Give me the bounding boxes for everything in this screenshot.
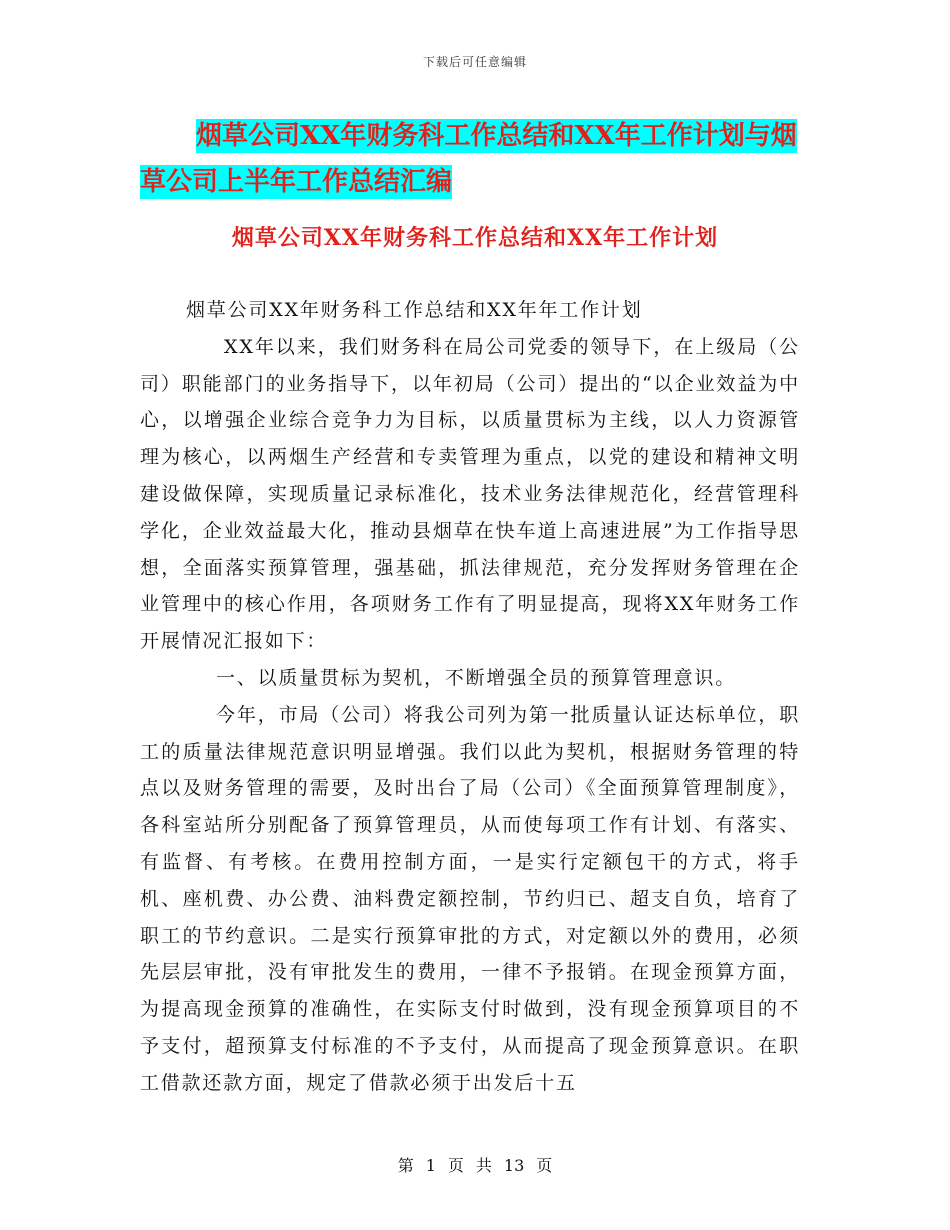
total-pages: 13 — [503, 1156, 525, 1175]
document-title — [140, 113, 840, 205]
footer-label-page: 第 — [397, 1156, 414, 1175]
title-line-2: 草公司上半年工作总结汇编 — [140, 167, 453, 197]
page-footer — [0, 1153, 950, 1176]
header-note: 下载后可任意编辑 — [422, 55, 527, 69]
footer-label-ye-2: 页 — [536, 1156, 553, 1175]
title-line-1: 烟草公司XX年财务科工作总结和XX年工作计划与烟 — [196, 121, 797, 151]
paragraph-section-heading: 一、以质量贯标为契机，不断增强全员的预算管理意识。 — [216, 666, 737, 689]
paragraph-intro: XX年以来，我们财务科在局公司党委的领导下，在上级局（公司）职能部门的业务指导下，以年初局（公司）提出的“以企业效益为中心，以增强企业综合竞争力为目标，以质量贯标为主线，以人力资源管理为核心，以两烟生产经营和专卖管理为重点，以党的建设和精神文明建设做保障，实现质量记录标准化，技术业务法律规范化，经营管理科学化，企业效益最大化，推动县烟草在快车道上高速进展”为工作指导思想，全面落实预算管理，强基础，抓法律规范，充分发挥财务管理在企业管理中的核心作用，各项财务工作有了明显提高，现将XX年财务工作开展情况汇报如下： — [140, 335, 800, 653]
paragraph-heading: 烟草公司XX年财务科工作总结和XX年年工作计划 — [186, 299, 643, 321]
footer-label-total: 共 — [475, 1156, 492, 1175]
document-body — [140, 292, 800, 1102]
paragraph-content: 今年，市局（公司）将我公司列为第一批质量认证达标单位，职工的质量法律规范意识明显增强。我们以此为契机，根据财务管理的特点以及财务管理的需要，及时出台了局（公司）《全面预算管理制度》，各科室站所分别配备了预算管理员，从而使每项工作有计划、有落实、有监督、有考核。在费用控制方面，一是实行定额包干的方式，将手机、座机费、办公费、油料费定额控制，节约归已、超支自负，培育了职工的节约意识。二是实行预算审批的方式，对定额以外的费用，必须先层层审批，没有审批发生的费用，一律不予报销。在现金预算方面，为提高现金预算的准确性，在实际支付时做到，没有现金预算项目的不予支付，超预算支付标准的不予支付，从而提高了现金预算意识。在职工借款还款方面，规定了借款必须于出发后十五 — [140, 703, 800, 1094]
footer-label-ye: 页 — [447, 1156, 464, 1175]
section-title: 烟草公司XX年财务科工作总结和XX年工作计划 — [231, 225, 719, 251]
page-number: 1 — [425, 1156, 436, 1175]
